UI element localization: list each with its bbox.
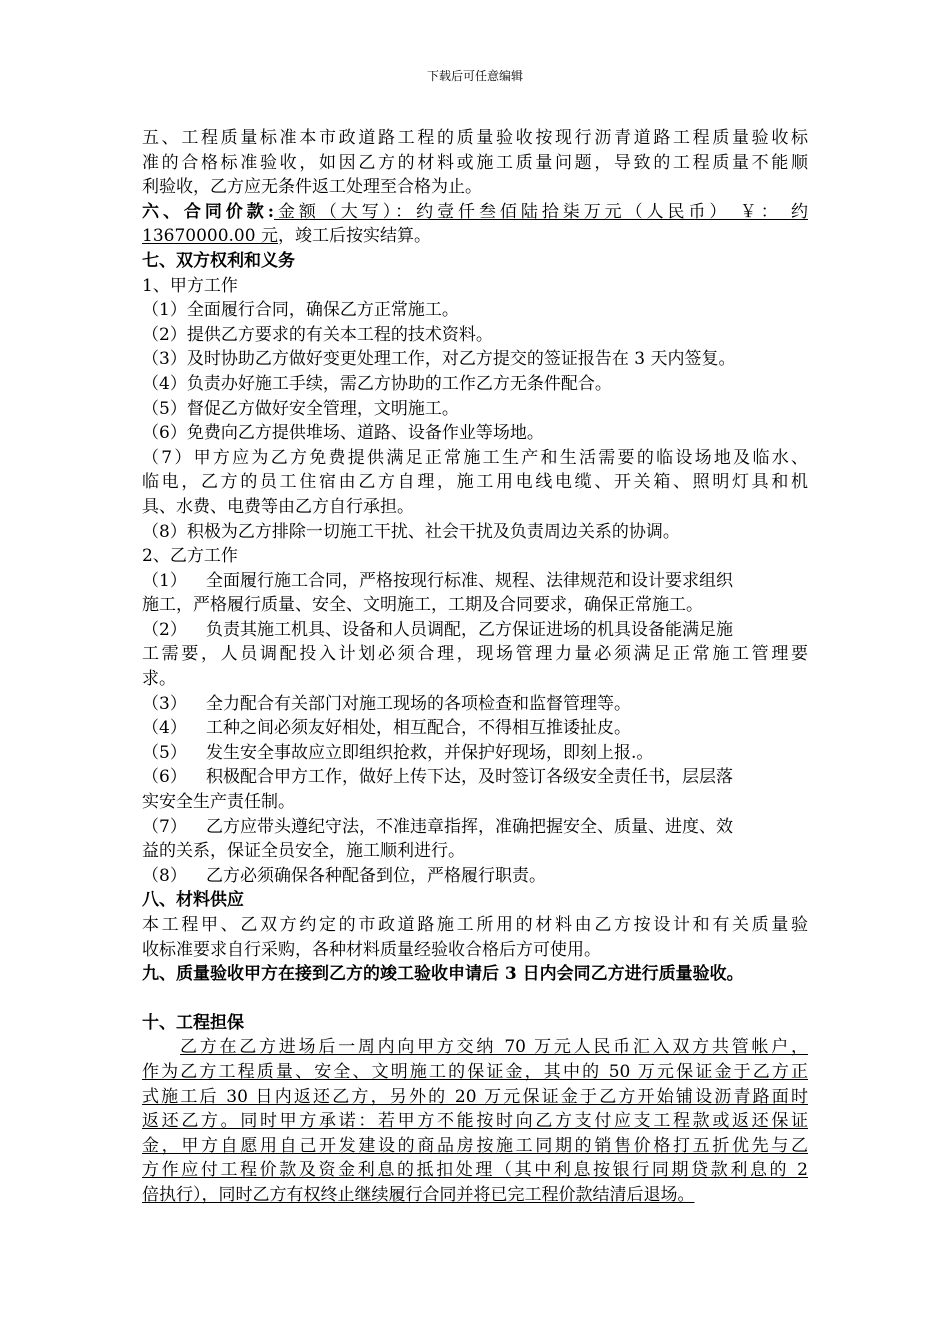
- party-b-item: [142, 716, 808, 741]
- item-text: 负责其施工机具、设备和人员调配，乙方保证进场的机具设备能满足施: [206, 619, 733, 640]
- party-a-item: 临电，乙方的员工住宿由乙方自理，施工用电线电缆、开关箱、照明灯具和机: [142, 472, 808, 493]
- party-b-item-first-line: [142, 716, 808, 741]
- section-rights-obligations: [142, 249, 808, 888]
- item-text: 全力配合有关部门对施工现场的各项检查和监督管理等。: [206, 693, 631, 714]
- blank-line: [142, 987, 808, 1011]
- party-a-item: （7）甲方应为乙方免费提供满足正常施工生产和生活需要的临设场地及临水、: [142, 447, 808, 468]
- guarantee-line: 金，甲方自愿用自己开发建设的商品房按施工同期的销售价格打五折优先与乙: [142, 1135, 808, 1156]
- party-b-item: [142, 864, 808, 889]
- paragraph-line: 本工程甲、乙双方约定的市政道路施工所用的材料由乙方按设计和有关质量验: [142, 915, 808, 935]
- guarantee-line: [142, 1183, 808, 1208]
- item-number: （1）: [142, 570, 187, 591]
- party-a-item: （8）积极为乙方排除一切施工干扰、社会干扰及负责周边关系的协调。: [142, 521, 680, 542]
- item-number: （5）: [142, 742, 187, 763]
- section-heading: 九、质量验收甲方在接到乙方的竣工验收申请后 3 日内会同乙方进行质量验收。: [142, 964, 744, 985]
- party-b-item-first-line: [142, 864, 808, 889]
- party-b-item: [142, 815, 808, 864]
- party-b-item: [142, 765, 808, 814]
- party-b-item-first-line: [142, 765, 808, 790]
- price-amount-figures: 13670000.00 元: [142, 226, 278, 247]
- item-text: 积极配合甲方工作，做好上传下达，及时签订各级安全责任书，层层落: [206, 767, 733, 788]
- party-a-item: （3）及时协助乙方做好变更处理工作，对乙方提交的签证报告在 3 天内签复。: [142, 349, 736, 370]
- party-b-item-first-line: [142, 815, 808, 840]
- item-number: （7）: [142, 816, 187, 837]
- section-contract-price: [142, 200, 808, 249]
- item-text: 全面履行施工合同，严格按现行标准、规程、法律规范和设计要求组织: [206, 570, 733, 591]
- paragraph-line: 五、工程质量标准本市政道路工程的质量验收按现行沥青道路工程质量验收标: [142, 128, 808, 148]
- party-b-item: [142, 692, 808, 717]
- guarantee-line: 作为乙方工程质量、安全、文明施工的保证金，其中的 50 万元保证金于乙方正: [142, 1061, 808, 1082]
- party-b-item-line: 求。: [142, 669, 176, 690]
- section-heading: 七、双方权利和义务: [142, 250, 295, 271]
- section-heading: 十、工程担保: [142, 1012, 244, 1033]
- party-a-item: 具、水费、电费等由乙方自行承担。: [142, 496, 414, 517]
- party-a-item: （4）负责办好施工手续，需乙方协助的工作乙方无条件配合。: [142, 373, 612, 394]
- paragraph-line: 准的合格标准验收，如因乙方的材料或施工质量问题，导致的工程质量不能顺: [142, 152, 808, 173]
- party-a-item: （1）全面履行合同，确保乙方正常施工。: [142, 300, 459, 321]
- party-b-item-first-line: [142, 741, 808, 766]
- party-b-item-first-line: [142, 618, 808, 643]
- party-a-item: （5）督促乙方做好安全管理，文明施工。: [142, 398, 459, 419]
- party-a-item: （6）免费向乙方提供堆场、道路、设备作业等场地。: [142, 423, 544, 444]
- paragraph-line: 收标准要求自行采购，各种材料质量经验收合格后方可使用。: [142, 939, 601, 960]
- price-settlement-note: ，竣工后按实结算。: [277, 226, 431, 247]
- item-text: 乙方必须确保各种配备到位，严格履行职责。: [206, 865, 546, 886]
- party-b-item: [142, 618, 808, 692]
- paragraph-line: 利验收，乙方应无条件返工处理至合格为止。: [142, 177, 482, 198]
- price-amount-words: 金额（大写）：约壹仟叁佰陆拾柒万元（人民币） ￥： 约: [274, 201, 808, 222]
- item-number: （2）: [142, 619, 187, 640]
- item-text: 工种之间必须友好相处，相互配合，不得相互推诿扯皮。: [206, 718, 631, 739]
- party-b-item-first-line: [142, 692, 808, 717]
- page-header: 下载后可任意编辑: [426, 69, 523, 83]
- item-number: （6）: [142, 767, 187, 788]
- item-number: （8）: [142, 865, 187, 886]
- party-a-item: （2）提供乙方要求的有关本工程的技术资料。: [142, 324, 493, 345]
- party-b-item-line: 实安全生产责任制。: [142, 792, 295, 813]
- section-material-supply: [142, 888, 808, 962]
- subsection-title-party-a: 1、甲方工作: [142, 275, 238, 296]
- guarantee-line: 方作应付工程价款及资金利息的抵扣处理（其中利息按银行同期贷款利息的 2: [142, 1160, 808, 1181]
- section-quality-standard: [142, 126, 808, 200]
- party-b-item-first-line: [142, 569, 808, 594]
- guarantee-line: 返还乙方。同时甲方承诺：若甲方不能按时向乙方支付应支工程款或返还保证: [142, 1111, 808, 1132]
- item-text: 乙方应带头遵纪守法，不准违章指挥，准确把握安全、质量、进度、效: [206, 816, 733, 837]
- item-text: 发生安全事故应立即组织抢救，并保护好现场，即刻上报.。: [206, 742, 654, 763]
- item-number: （4）: [142, 718, 187, 739]
- guarantee-text: 倍执行），同时乙方有权终止继续履行合同并将已完工程价款结清后退场。: [142, 1184, 695, 1205]
- guarantee-line: [142, 1035, 808, 1060]
- party-b-item-line: 工需要，人员调配投入计划必须合理，现场管理力量必须满足正常施工管理要: [142, 644, 808, 665]
- section-project-guarantee: [142, 1011, 808, 1208]
- section-heading: 八、材料供应: [142, 890, 244, 911]
- contract-body: [142, 126, 808, 1208]
- party-b-item: [142, 741, 808, 766]
- party-b-item-line: 施工，严格履行质量、安全、文明施工，工期及合同要求，确保正常施工。: [142, 595, 703, 616]
- price-line-2: [142, 224, 808, 249]
- subsection-title-party-b: 2、乙方工作: [142, 546, 238, 567]
- party-b-item: [142, 569, 808, 618]
- section-heading: 六、合同价款:: [142, 201, 274, 222]
- section-quality-acceptance: [142, 962, 808, 987]
- guarantee-text: 乙方在乙方进场后一周内向甲方交纳 70 万元人民币汇入双方共管帐户，: [180, 1037, 808, 1058]
- price-line-1: [142, 200, 808, 225]
- item-number: （3）: [142, 693, 187, 714]
- party-b-item-line: 益的关系，保证全员安全，施工顺利进行。: [142, 841, 465, 862]
- guarantee-line: 式施工后 30 日内返还乙方，另外的 20 万元保证金于乙方开始铺设沥青路面时: [142, 1086, 808, 1107]
